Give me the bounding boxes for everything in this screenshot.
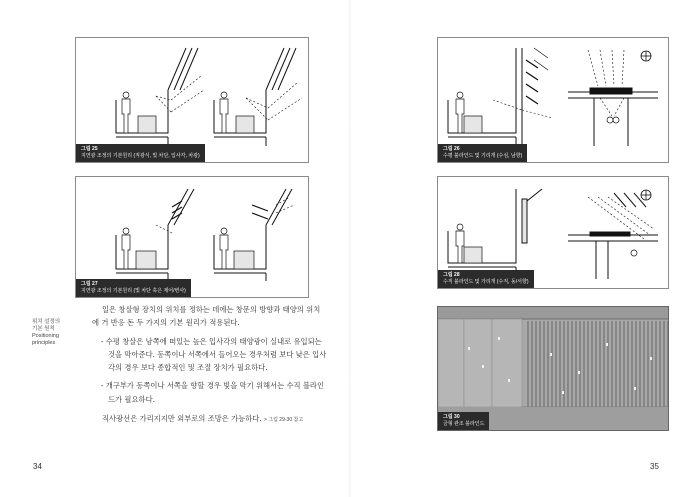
figure-27: [75, 176, 309, 298]
figure-28: [437, 176, 669, 289]
sidenote-line: 위치 설정의: [32, 319, 61, 325]
figure-30-subtitle: 금형 관조 블라인드: [443, 420, 485, 427]
figure-25: [75, 37, 309, 163]
intro-paragraph: 일은 창살형 장치의 위치를 정하는 데에는 창문의 방향과 태양의 위치에 거 반응 돈 두 가지의 기본 원리가 적용된다.: [92, 305, 321, 328]
figure-26: [437, 37, 669, 163]
bullet-item: - 수평 창살은 남쪽에 떠있는 높은 입사각의 태양광이 실내로 유입되는 것을 막아준다. 동쪽이나 서쪽에서 들어오는 경우처럼 보다 낮은 입사각의 경우 보다 종합적인 및 조절 장치가 필요하다.: [101, 336, 327, 373]
figure-25-title: 그림 25: [81, 146, 98, 152]
sidenote: [32, 319, 72, 347]
page-number-left: 34: [33, 462, 42, 471]
sidenote-line: Positioning: [32, 333, 59, 339]
figure-27-title: 그림 27: [81, 281, 98, 287]
body-text: [92, 303, 327, 427]
figure-28-title: 그림 28: [443, 272, 460, 278]
figure-30-title: 그림 30: [443, 414, 460, 420]
figure-27-subtitle: 지연광 조정의 기본원리 (빛 차단 혹은 제어/변사): [81, 287, 186, 294]
bullet-item: - 개구부가 동쪽이나 서쪽을 향할 경우 빛을 막기 위해서는 수직 블라인드가 필요하다.: [101, 381, 325, 404]
figure-25-caption: [76, 144, 205, 162]
sidenote-line: 기본 원칙: [32, 326, 55, 332]
sidenote-line: principles: [32, 340, 56, 346]
closing-paragraph: [92, 412, 327, 427]
figure-30: [437, 306, 669, 431]
figure-26-subtitle: 수평 블라인드 및 기리개 (수심, 남향): [443, 152, 523, 159]
figure-26-title: 그림 26: [443, 146, 460, 152]
figure-28-subtitle: 수직 블라인드 및 가리개 (수직, 동/서향): [443, 278, 529, 285]
page-number-right: 35: [650, 462, 659, 471]
closing-text: 직사광선은 가리지지만 외부로의 조망은 가능하다.: [102, 414, 262, 424]
figure-25-subtitle: 지연광 조정의 기본원리 (직광식, 빛 차단, 입사각, 차광): [81, 152, 200, 159]
book-gutter: [349, 0, 351, 497]
figure-26-caption: [438, 144, 527, 162]
figure-28-caption: [438, 270, 534, 288]
figure-27-caption: [76, 279, 191, 297]
figure-reference: > 그림 29-30 참고: [263, 417, 304, 424]
figure-30-caption: [438, 412, 489, 430]
